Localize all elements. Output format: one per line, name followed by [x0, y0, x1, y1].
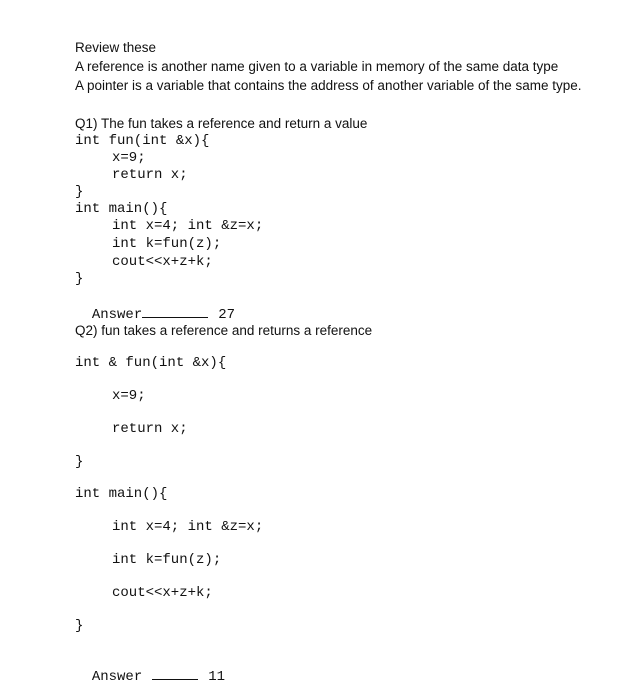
q1-code-line: } — [75, 271, 84, 287]
q1-answer-label: Answer — [91, 307, 143, 323]
q1-code-line: x=9; — [112, 150, 146, 166]
q1-code-line: int x=4; int &z=x; — [112, 218, 264, 234]
q2-code-line: int x=4; int &z=x; — [112, 519, 264, 535]
q1-title: Q1) The fun takes a reference and return a value — [75, 116, 368, 131]
reference-definition: A reference is another name given to a variable in memory of the same data type — [75, 59, 559, 74]
q2-code-line: cout<<x+z+k; — [112, 585, 213, 601]
q1-code-line: cout<<x+z+k; — [112, 254, 213, 270]
q1-code-line: int k=fun(z); — [112, 236, 222, 252]
q2-code-line: int main(){ — [75, 486, 168, 502]
q1-answer-value: 27 — [218, 307, 236, 323]
q2-code-line: } — [75, 618, 84, 634]
q2-code-line: int & fun(int &x){ — [75, 355, 227, 371]
q1-code-line: int main(){ — [75, 201, 168, 217]
q2-code-line: } — [75, 454, 84, 470]
q2-code-line: return x; — [112, 421, 188, 437]
pointer-definition: A pointer is a variable that contains the address of another variable of the same type. — [75, 78, 582, 93]
q1-code-line: } — [75, 184, 84, 200]
q2-answer-label: Answer — [91, 669, 143, 685]
q2-code-line: x=9; — [112, 388, 146, 404]
q1-code-line: return x; — [112, 167, 188, 183]
q2-answer-blank — [152, 667, 198, 680]
intro-heading: Review these — [75, 40, 157, 55]
q1-answer-blank — [142, 305, 208, 318]
q2-answer — [75, 650, 225, 686]
q1-code-line: int fun(int &x){ — [75, 133, 210, 149]
q1-answer — [75, 288, 235, 324]
q2-title: Q2) fun takes a reference and returns a reference — [75, 323, 373, 338]
q2-code-line: int k=fun(z); — [112, 552, 222, 568]
q2-answer-value: 11 — [208, 669, 226, 685]
